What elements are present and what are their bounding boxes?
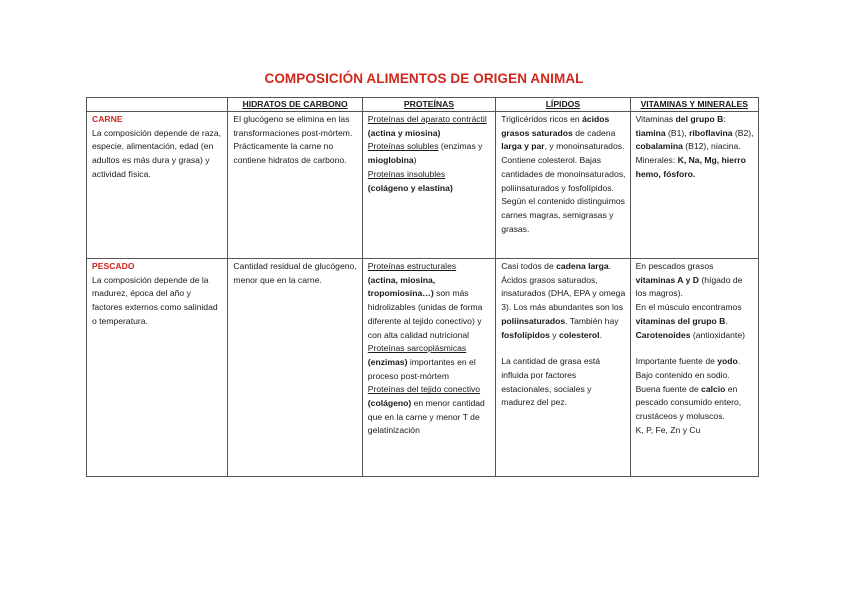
- carne-lip-e: , y monoinsaturados. Contiene colesterol. Bajas cantidades de monoinsaturados, poliinsaturados y fosfolípidos. Según el contenido distinguimos carnes magras, semigrasas y grasas.: [501, 141, 626, 234]
- pescado-lip-i: .: [599, 329, 602, 340]
- pescado-vitaminas: [630, 259, 758, 477]
- pescado-prot2-detail: (enzimas): [367, 356, 408, 367]
- carne-prot3-title: Proteínas insolubles: [367, 168, 446, 179]
- carne-label: CARNE: [92, 114, 123, 124]
- spacer: [636, 342, 754, 355]
- carne-proteinas: [362, 112, 495, 259]
- pescado-description: La composición depende de la madurez, época del año y factores externos como salinidad o temperatura.: [92, 274, 218, 326]
- pescado-lipidos: [496, 259, 630, 477]
- carne-cell: [87, 112, 228, 259]
- page-title: COMPOSICIÓN ALIMENTOS DE ORIGEN ANIMAL: [264, 71, 584, 86]
- pescado-vit-g: Carotenoides: [635, 329, 691, 340]
- pescado-vit-c: (hígado de los magros).: [635, 274, 743, 299]
- table-row: [87, 259, 759, 477]
- carne-lipidos: [496, 112, 630, 259]
- pescado-vit-m: en pescado consumido entero, crustáceos y moluscos.: [635, 383, 742, 422]
- header-vitaminas: VITAMINAS Y MINERALES: [630, 98, 758, 112]
- pescado-vit-j: yodo: [717, 356, 738, 367]
- carne-vit-c: :: [723, 114, 726, 124]
- pescado-prot1-detail: (actina, miosina, tropomiosina…): [367, 274, 436, 299]
- carne-lip-d: larga y par: [501, 141, 545, 152]
- carne-vit-b: del grupo B: [675, 114, 724, 124]
- carne-description: La composición depende de raza, especie, alimentación, edad (en adultos es más dura y grasa) y actividad física.: [92, 127, 221, 179]
- pescado-label: PESCADO: [92, 261, 135, 271]
- carne-prot2-text: (enzimas y: [438, 141, 483, 152]
- pescado-lip-h: colesterol: [558, 329, 600, 340]
- carne-prot3-detail: (colágeno y elastina): [367, 182, 453, 193]
- pescado-vit-e: vitaminas del grupo B: [635, 315, 726, 326]
- pescado-vit-l: calcio: [701, 383, 726, 394]
- header-lipidos: LÍPIDOS: [496, 98, 630, 112]
- carne-prot1-detail: (actina y miosina): [367, 127, 441, 138]
- carne-prot2-end: ): [413, 155, 417, 166]
- table-row: [87, 112, 759, 259]
- pescado-hidratos-text: Cantidad residual de glucógeno, menor que en la carne.: [233, 261, 357, 285]
- pescado-lip-d: poliinsaturados: [501, 315, 566, 326]
- pescado-lip-c: . Ácidos grasos saturados, insaturados (DHA, EPA y omega 3). Los más abundantes son los: [501, 261, 626, 313]
- carne-prot1-title: Proteínas del aparato contráctil: [367, 114, 487, 124]
- spacer: [501, 342, 625, 355]
- table-header-row: [87, 98, 759, 112]
- carne-vit-e: (B1),: [665, 127, 690, 138]
- carne-min-list: K, Na, Mg, hierro hemo, fósforo.: [635, 155, 746, 179]
- pescado-prot1-text: son más hidrolizables (unidas de forma diferente al tejido conectivo) y con alta calidad nutricional: [367, 288, 483, 340]
- carne-hidratos: [228, 112, 362, 259]
- pescado-prot3-detail: (colágeno): [367, 398, 412, 409]
- carne-vit-d: tiamina: [635, 127, 666, 138]
- composition-table: [86, 97, 759, 477]
- pescado-vit-f: .: [725, 315, 728, 326]
- pescado-prot2-title: Proteínas sarcoplásmicas: [367, 343, 467, 354]
- pescado-cell: [87, 259, 228, 477]
- carne-prot2-detail: mioglobina: [367, 155, 414, 166]
- carne-vit-i: (B12), niacina.: [682, 141, 741, 152]
- carne-vit-g: (B2),: [732, 127, 754, 138]
- carne-vit-a: Vitaminas: [635, 114, 676, 124]
- carne-vit-h: cobalamina: [635, 141, 683, 152]
- header-proteinas: PROTEÍNAS: [362, 98, 495, 112]
- pescado-prot3-text: en menor cantidad que en la carne y menor T de gelatinización: [367, 398, 485, 436]
- pescado-lip-g: y: [549, 329, 559, 340]
- pescado-minerals: K, P, Fe, Zn y Cu: [635, 424, 701, 435]
- pescado-prot2-text: importantes en el proceso post-mórtem: [367, 356, 476, 381]
- carne-min-label: Minerales:: [635, 155, 678, 166]
- pescado-lip-a: Casi todos de: [501, 261, 557, 271]
- carne-prot2-title: Proteínas solubles: [367, 141, 439, 152]
- carne-vit-f: riboflavina: [689, 127, 733, 138]
- pescado-vit-a: En pescados grasos: [635, 261, 714, 271]
- pescado-vit-k: . Bajo contenido en sodio. Buena fuente de: [635, 356, 741, 394]
- pescado-hidratos: [228, 259, 362, 477]
- header-empty: [87, 98, 228, 112]
- pescado-vit-h: (antioxidante): [690, 329, 745, 340]
- pescado-prot1-title: Proteínas estructurales: [367, 261, 457, 271]
- pescado-lip-e: . También hay: [565, 315, 619, 326]
- pescado-vit-d: En el músculo encontramos: [635, 302, 742, 313]
- pescado-prot3-title: Proteínas del tejido conectivo: [367, 384, 481, 395]
- pescado-vit-i: Importante fuente de: [635, 356, 718, 367]
- carne-lip-b: ácidos grasos saturados: [501, 114, 610, 138]
- pescado-lip-f: fosfolípidos: [501, 329, 550, 340]
- pescado-lip-j: La cantidad de grasa está influida por factores estacionales, sociales y madurez del pez.: [501, 356, 601, 408]
- header-hidratos: HIDRATOS DE CARBONO: [228, 98, 362, 112]
- carne-vitaminas: [630, 112, 758, 259]
- carne-lip-a: Triglicéridos ricos en: [501, 114, 583, 124]
- carne-lip-c: de cadena: [572, 127, 616, 138]
- pescado-lip-b: cadena larga: [556, 261, 609, 271]
- pescado-vit-b: vitaminas A y D: [635, 274, 699, 285]
- pescado-proteinas: [362, 259, 495, 477]
- carne-hidratos-text: El glucógeno se elimina en las transformaciones post-mórtem. Prácticamente la carne no contiene hidratos de carbono.: [233, 114, 353, 166]
